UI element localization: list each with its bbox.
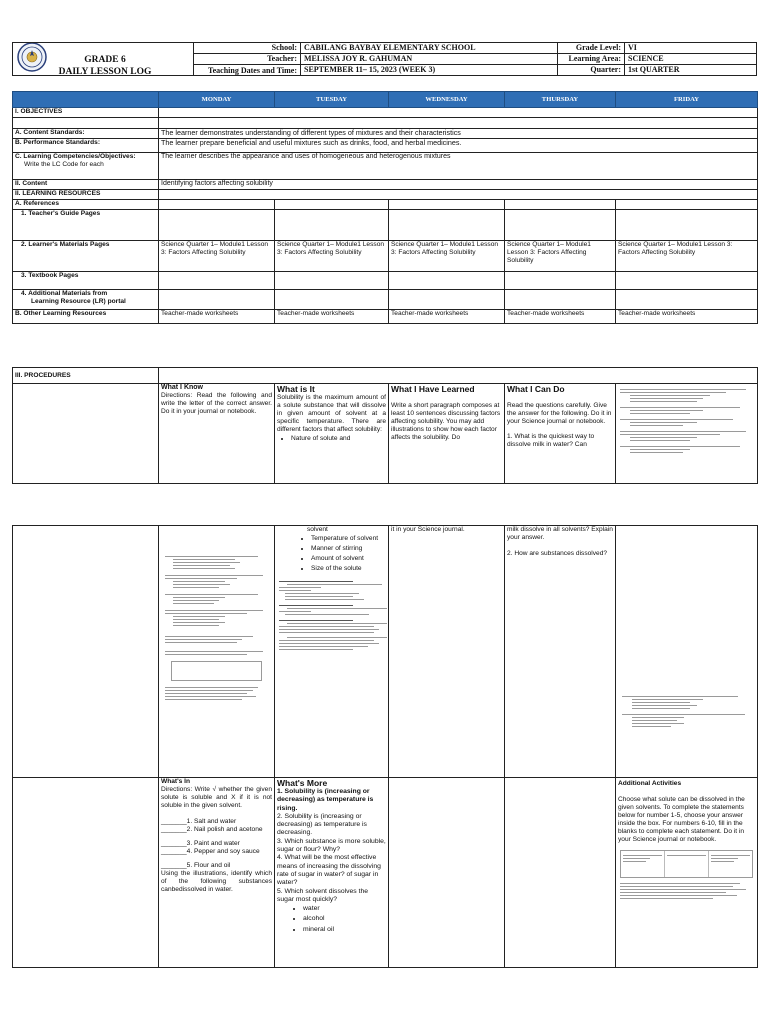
whats-in-title: What's In xyxy=(161,778,191,785)
friday-worksheet-thumb-1 xyxy=(616,384,758,484)
other-value-tuesday: Teacher-made worksheets xyxy=(275,310,389,324)
area-label: Learning Area: xyxy=(558,54,625,65)
whats-in-item-1: _______1. Salt and water xyxy=(161,818,237,825)
friday-answer-box-thumb xyxy=(620,850,753,878)
procedures-table-2 xyxy=(12,525,758,968)
other-value-monday: Teacher-made worksheets xyxy=(159,310,275,324)
learning-resources-label: II. LEARNING RESOURCES xyxy=(13,190,159,200)
header-table xyxy=(12,42,757,76)
what-is-it-text: Solubility is the maximum amount of a solute substance that will dissolve in given amount of solvent at a specific temperature. There are different factors that affect solubility: xyxy=(277,394,386,433)
what-i-can-do-q2: 2. How are substances dissolved? xyxy=(507,550,608,557)
lm-value-thursday: Science Quarter 1– Module1 Lesson 3: Factors Affecting Solubility xyxy=(505,241,616,272)
what-i-know-title: What I Know xyxy=(161,384,203,391)
lm-value-wednesday: Science Quarter 1– Module1 Lesson 3: Factors Affecting Solubility xyxy=(389,241,505,272)
whats-more-item-4: 4. What will be the most effective means of increasing the dissolving rate of sugar in water? of sugar in water? xyxy=(277,854,381,887)
textbook-label: 3. Textbook Pages xyxy=(13,272,159,290)
whats-more-item-5: 5. Which solvent dissolves the sugar most quickly? xyxy=(277,887,369,903)
what-i-know-text: Directions: Read the following and write the letter of the correct answer. Do it in your journal or notebook. xyxy=(161,392,272,415)
what-is-it-bullet-4: • Size of the solute xyxy=(311,565,386,573)
day-monday: MONDAY xyxy=(159,92,275,108)
what-is-it-title: What is It xyxy=(277,384,315,394)
content-label: II. Content xyxy=(13,180,159,190)
tuesday-reading-thumb xyxy=(277,575,386,650)
day-thursday: THURSDAY xyxy=(505,92,616,108)
other-resources-label: B. Other Learning Resources xyxy=(13,310,159,324)
other-value-friday: Teacher-made worksheets xyxy=(616,310,758,324)
what-i-can-do-cont: milk dissolve in all solvents? Explain your answer. xyxy=(507,526,613,541)
lm-pages-label: 2. Learner's Materials Pages xyxy=(13,241,159,272)
whats-more-title: What's More xyxy=(277,778,328,788)
whats-more-bullet-3: • mineral oil xyxy=(303,926,386,934)
whats-more-bullet-1: • water xyxy=(303,905,386,913)
whats-in-text-2: Using the illustrations, identify which of the following substances canbedissolved in water. xyxy=(161,870,272,893)
grade-value: VI xyxy=(625,43,757,54)
what-is-it-bullet-1: • Temperature of solvent xyxy=(311,535,386,543)
whats-in-item-4: _______4. Pepper and soy sauce xyxy=(161,848,260,855)
content-standards-label: A. Content Standards: xyxy=(13,129,159,139)
what-i-have-learned-cont: it in your Science journal. xyxy=(391,526,465,533)
procedures-label: III. PROCEDURES xyxy=(13,368,159,384)
procedures-table-1 xyxy=(12,367,758,484)
what-is-it-bullet-2: • Manner of stirring xyxy=(311,545,386,553)
whats-more-item-2: 2. Solubility is (increasing or decreasing) as temperature is decreasing. xyxy=(277,812,367,837)
dates-label: Teaching Dates and Time: xyxy=(194,65,301,76)
what-is-it-cont: solvent xyxy=(307,526,328,533)
performance-standards-value: The learner prepare beneficial and useful mixtures such as drinks, food, and herbal medicines. xyxy=(159,139,758,153)
friday-worksheet-thumb-2 xyxy=(616,526,758,778)
what-i-can-do-title: What I Can Do xyxy=(507,384,565,394)
performance-standards-label: B. Performance Standards: xyxy=(13,139,159,153)
header-title-line1: GRADE 6 xyxy=(84,55,126,65)
competencies-sub: Write the LC Code for each xyxy=(24,161,104,168)
additional-activities-text: Choose what solute can be dissolved in the given solvents. To complete the statements below for number 1-5, choose your answer inside the box. For numbers 6-10, fill in the blanks to complete each statement. Do it in your Science journal or notebook. xyxy=(618,796,745,843)
area-value: SCIENCE xyxy=(625,54,757,65)
competencies-label: C. Learning Competencies/Objectives: xyxy=(15,153,136,160)
whats-more-item-3: 3. Which substance is more soluble, sugar or flour? Why? xyxy=(277,837,386,854)
grade-label: Grade Level: xyxy=(558,43,625,54)
day-tuesday: TUESDAY xyxy=(275,92,389,108)
lm-value-tuesday: Science Quarter 1– Module1 Lesson 3: Factors Affecting Solubility xyxy=(275,241,389,272)
quarter-value: 1st QUARTER xyxy=(625,65,757,76)
teacher-value: MELISSA JOY R. GAHUMAN xyxy=(301,54,558,65)
monday-worksheet-thumb xyxy=(159,526,275,778)
what-i-can-do-q1: 1. What is the quickest way to dissolve milk in water? Can xyxy=(507,433,595,448)
references-label: A. References xyxy=(13,200,159,210)
what-is-it-bullet-3: • Amount of solvent xyxy=(311,555,386,563)
whats-in-item-5: _______5. Flour and oil xyxy=(161,862,231,869)
school-label: School: xyxy=(194,43,301,54)
tg-pages-label: 1. Teacher's Guide Pages xyxy=(13,210,159,241)
what-i-have-learned-text: Write a short paragraph composes at least 10 sentences discussing factors affecting solubility. You may add illustrations to show how each factor affects the solubility. Do xyxy=(391,402,501,441)
content-value: Identifying factors affecting solubility xyxy=(159,180,758,190)
other-value-thursday: Teacher-made worksheets xyxy=(505,310,616,324)
other-value-wednesday: Teacher-made worksheets xyxy=(389,310,505,324)
competencies-value: The learner describes the appearance and uses of homogeneous and heterogenous mixtures xyxy=(159,153,758,180)
quarter-label: Quarter: xyxy=(558,65,625,76)
whats-in-item-3: _______3. Paint and water xyxy=(161,840,240,847)
whats-in-item-2: _______2. Nail polish and acetone xyxy=(161,826,263,833)
lm-value-monday: Science Quarter 1– Module1 Lesson 3: Factors Affecting Solubility xyxy=(159,241,275,272)
whats-in-text: Directions: Write √ whether the given solute is soluble and X if it is not soluble in the given solvent. xyxy=(161,786,272,809)
teacher-label: Teacher: xyxy=(194,54,301,65)
additional-sub: Learning Resource (LR) portal xyxy=(31,298,126,305)
additional-label: 4. Additional Materials from xyxy=(21,290,108,297)
additional-activities-title: Additional Activities xyxy=(618,780,682,787)
school-value: CABILANG BAYBAY ELEMENTARY SCHOOL xyxy=(301,43,558,54)
what-i-can-do-text: Read the questions carefully. Give the answer for the following. Do it in your Science journal or notebook. xyxy=(507,402,612,425)
day-friday: FRIDAY xyxy=(616,92,758,108)
what-i-have-learned-title: What I Have Learned xyxy=(391,384,475,394)
day-wednesday: WEDNESDAY xyxy=(389,92,505,108)
lesson-table xyxy=(12,91,758,324)
dates-value: SEPTEMBER 11– 15, 2023 (WEEK 3) xyxy=(301,65,558,76)
content-standards-value: The learner demonstrates understanding of different types of mixtures and their characteristics xyxy=(159,129,758,139)
lm-value-friday: Science Quarter 1– Module1 Lesson 3: Factors Affecting Solubility xyxy=(616,241,758,272)
what-is-it-bullet: • Nature of solute and xyxy=(291,435,386,443)
whats-more-bullet-2: • alcohol xyxy=(303,915,386,923)
objectives-label: I. OBJECTIVES xyxy=(13,108,159,118)
whats-more-item-1: 1. Solubility is (increasing or decreasing) as temperature is rising. xyxy=(277,788,374,812)
header-title-line2: DAILY LESSON LOG xyxy=(58,67,152,77)
